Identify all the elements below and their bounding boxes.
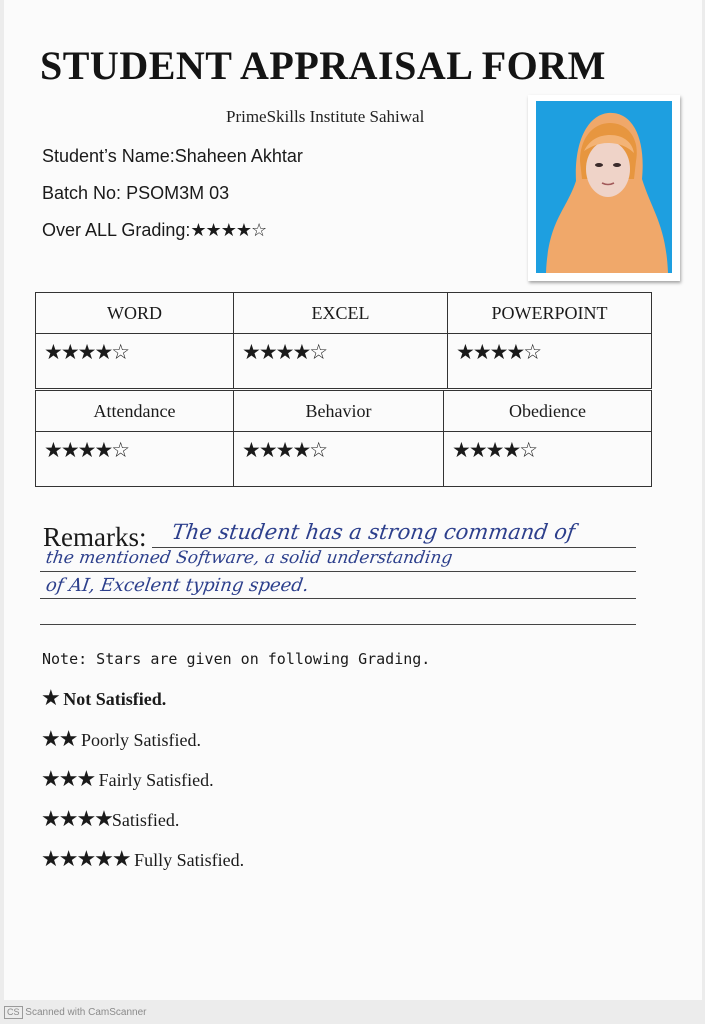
remarks-rule xyxy=(40,571,636,572)
legend-label: Satisfied. xyxy=(111,810,180,830)
legend-item xyxy=(41,847,244,872)
legend-item xyxy=(41,767,214,792)
conduct-header-behavior: Behavior xyxy=(234,391,444,432)
remarks-label: Remarks: xyxy=(43,522,147,552)
institute-name: PrimeSkills Institute Sahiwal xyxy=(226,107,425,126)
legend-stars: ★★ xyxy=(41,727,77,752)
legend-item xyxy=(41,727,201,752)
student-name-value: Shaheen Akhtar xyxy=(174,146,303,166)
skill-header-powerpoint: POWERPOINT xyxy=(448,293,652,334)
legend-label: Not Satisfied. xyxy=(63,689,167,709)
legend-stars: ★ xyxy=(41,686,59,711)
legend-label: Fully Satisfied. xyxy=(134,850,245,870)
legend-label: Poorly Satisfied. xyxy=(80,730,201,750)
remarks-handwriting-line: The student has a strong command of xyxy=(170,520,577,544)
skill-rating-powerpoint: ★★★★☆ xyxy=(448,334,652,389)
legend-item xyxy=(41,686,166,711)
legend-label: Fairly Satisfied. xyxy=(98,770,214,790)
overall-grading-label: Over ALL Grading: xyxy=(42,220,191,240)
conduct-rating-behavior: ★★★★☆ xyxy=(234,432,444,487)
batch-value: PSOM3M 03 xyxy=(126,183,230,203)
legend-stars: ★★★★★ xyxy=(41,847,130,872)
conduct-rating-obedience: ★★★★☆ xyxy=(444,432,652,487)
conduct-rating-attendance: ★★★★☆ xyxy=(36,432,234,487)
batch-row xyxy=(42,183,229,204)
legend-stars: ★★★★ xyxy=(41,807,112,832)
overall-grading-row xyxy=(42,220,266,241)
grading-note: Note: Stars are given on following Grading. xyxy=(42,650,431,668)
camscanner-logo-icon: CS xyxy=(4,1006,23,1019)
form-title: STUDENT APPRAISAL FORM xyxy=(40,43,606,88)
conduct-table xyxy=(35,390,652,487)
skill-rating-excel: ★★★★☆ xyxy=(234,334,448,389)
student-name-row xyxy=(42,146,303,167)
student-photo xyxy=(528,95,680,281)
remarks-handwriting-line: the mentioned Software, a solid understanding xyxy=(44,548,454,568)
batch-label: Batch No: xyxy=(42,183,122,203)
remarks-rule xyxy=(40,598,636,599)
legend-item xyxy=(41,807,179,832)
scanner-footer xyxy=(0,1002,705,1024)
remarks-handwriting-line: of AI, Excelent typing speed. xyxy=(44,575,311,596)
remarks-rule xyxy=(40,624,636,625)
conduct-header-obedience: Obedience xyxy=(444,391,652,432)
skill-rating-word: ★★★★☆ xyxy=(36,334,234,389)
conduct-header-attendance: Attendance xyxy=(36,391,234,432)
form-page xyxy=(4,0,702,1000)
skill-header-excel: EXCEL xyxy=(234,293,448,334)
skill-header-word: WORD xyxy=(36,293,234,334)
overall-stars: ★★★★☆ xyxy=(190,220,267,241)
skills-table xyxy=(35,292,652,389)
scanner-watermark-text: Scanned with CamScanner xyxy=(25,1007,147,1018)
student-name-label: Student’s Name: xyxy=(42,146,175,166)
student-portrait-icon xyxy=(536,101,672,273)
legend-stars: ★★★ xyxy=(41,767,95,792)
